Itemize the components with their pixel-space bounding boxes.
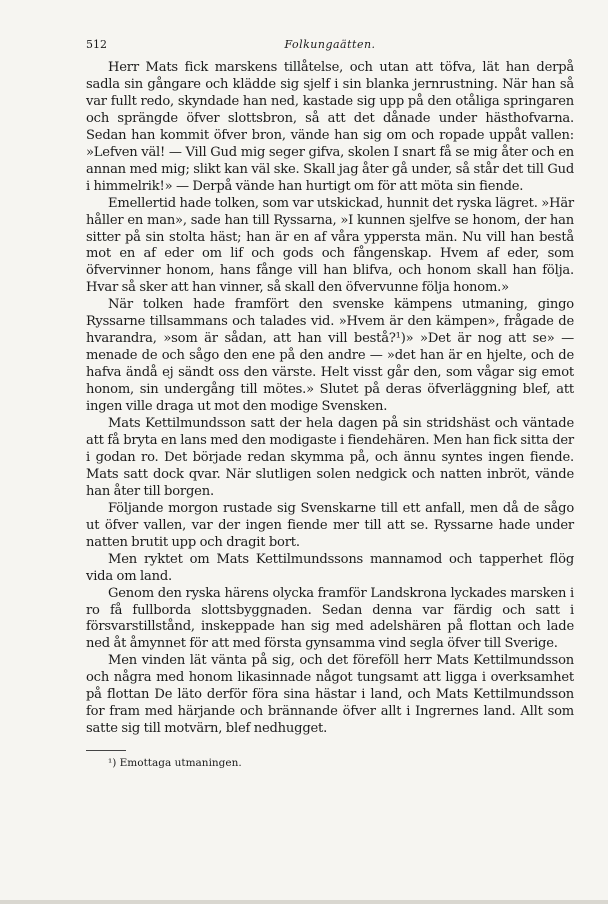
footnote: ¹) Emottaga utmaningen. xyxy=(108,757,242,770)
footnote-divider xyxy=(86,750,126,751)
paragraph: Mats Kettilmundsson satt der hela dagen på sin stridshäst och väntade att få bryta en lans med den modigaste i fiendehären. Men han fick sitta der i godan ro. Det började redan skymma på, och ännu syntes ingen fiende. Mats satt dock qvar. När slutligen solen nedgick och natten inbröt, vände han åter till borgen. xyxy=(86,416,574,499)
paragraph: Genom den ryska härens olycka framför Landskrona lyckades marsken i ro få fullborda slottsbyggnaden. Sedan denna var färdig och satt i försvarstillstånd, inskeppade han sig med adelshären på flottan och lade ned åt åmynnet för att med första gynsamma vind segla öfver till Sverige. xyxy=(86,585,574,652)
paragraph: När tolken hade framfört den svenske kämpens utmaning, gingo Ryssarne tillsammans och talades vid. »Hvem är den kämpen», frågade de hvarandra, »som är sådan, att han vill bestå?¹)» »Det är nog att se» — menade de och sågo den ene på den andre — »det han är en hjelte, och de hafva ändå ej sändt oss den värste. Helt visst går den, som vågar sig emot honom, sin undergång till mötes.» Slutet på deras öfverläggning blef, att ingen ville draga ut mot den modige Svensken. xyxy=(86,297,574,415)
body-text xyxy=(86,60,574,738)
scan-edge xyxy=(0,900,608,904)
page-header xyxy=(86,34,574,54)
paragraph: Emellertid hade tolken, som var utskickad, hunnit det ryska lägret. »Här håller en man», sade han till Ryssarna, »I kunnen sjelfve se honom, der han sitter på sin stolta häst; han är en af våra yppersta män. Nu vill han bestå mot en af eder om lif och gods och fångenskap. Hvem af eder, som öfvervinner honom, hans fånge vill han blifva, och honom skall han följa. Hvar så sker att han vinner, så skall den öfvervunne följa honom.» xyxy=(86,195,574,296)
paragraph: Men vinden lät vänta på sig, och det föreföll herr Mats Kettilmundsson och några med honom likasinnade något tungsamt att ligga i overksamhet på flottan De läto derför föra sina hästar i land, och Mats Kettilmundsson for fram med härjande och brännande öfver allt i Ingrernes land. Allt som satte sig till motvärn, blef nedhugget. xyxy=(86,653,574,737)
paragraph: Följande morgon rustade sig Svenskarne till ett anfall, men då de sågo ut öfver vallen, var der ingen fiende mer till att se. Ryssarne hade under natten brutit upp och dragit bort. xyxy=(86,500,574,550)
paragraph: Men ryktet om Mats Kettilmundssons mannamod och tapperhet flög vida om land. xyxy=(86,551,574,584)
paragraph: Herr Mats fick marskens tillåtelse, och utan att töfva, lät han derpå sadla sin gångare och klädde sig sjelf i sin blanka jernrustning. När han så var fullt redo, skyndade han ned, kastade sig upp på den otåliga springaren och sprängde öfver slottsbron, så att det dånade under hästhofvarna. Sedan han kommit öfver bron, vände han sig om och ropade uppåt vallen: »Lefven väl! — Vill Gud mig seger gifva, skolen I snart få se mig åter och en annan med mig; slikt kan väl ske. Skall jag åter gå under, så står det till Gud i himmelrik!» — Derpå vände han hurtigt om för att möta sin fiende. xyxy=(86,60,574,194)
running-head: Folkungaätten. xyxy=(284,38,376,51)
page-number: 512 xyxy=(86,38,107,51)
